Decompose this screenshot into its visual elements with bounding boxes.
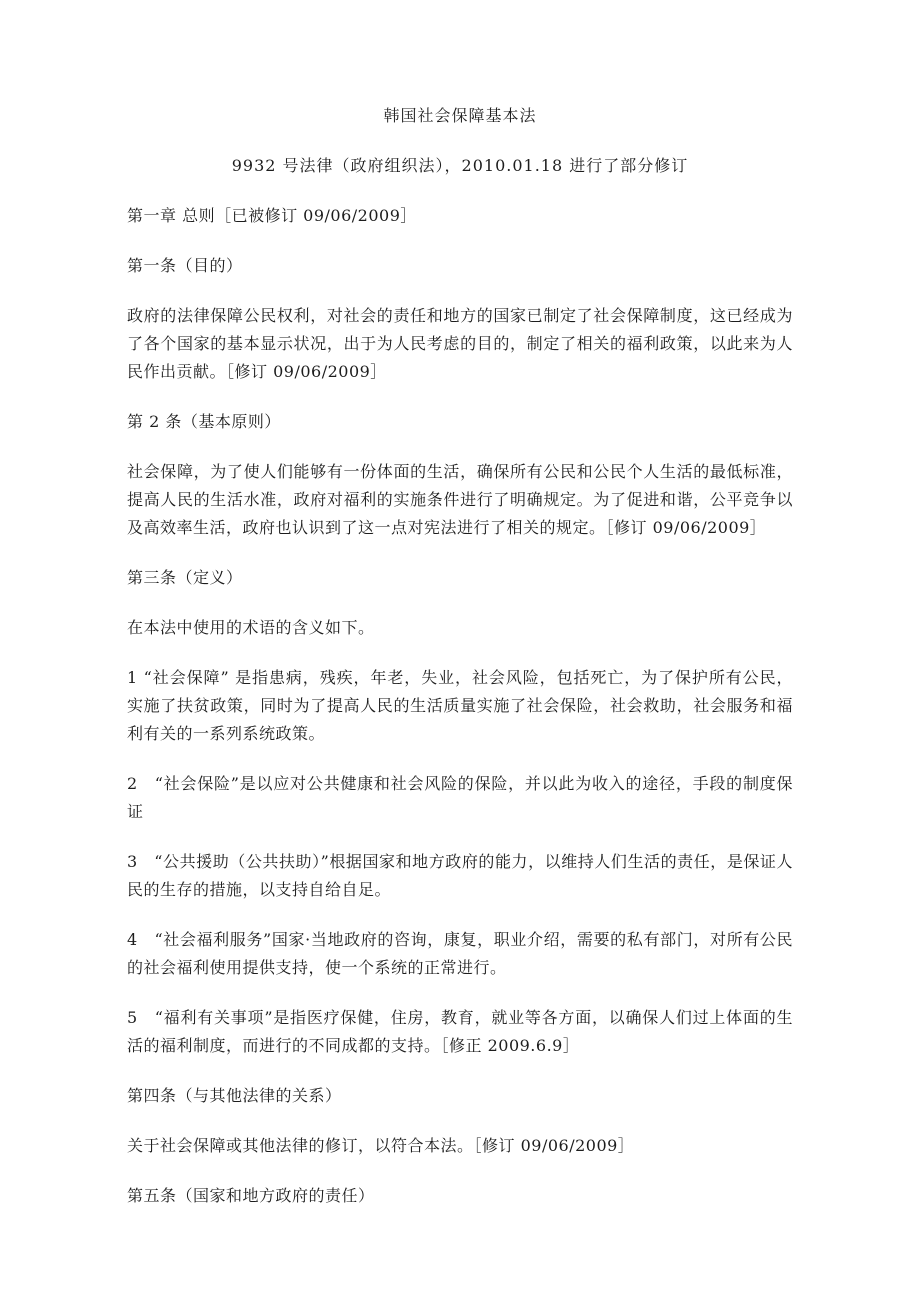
article-3-item-3: 3 “公共援助（公共扶助）”根据国家和地方政府的能力，以维持人们生活的责任，是保证人民的生存的措施，以支持自给自足。 — [127, 852, 793, 899]
article-1-paragraph: 政府的法律保障公民权利，对社会的责任和地方的国家已制定了社会保障制度，这已经成为了各个国家的基本显示状况，出于为人民考虑的目的，制定了相关的福利政策，以此来为人民作出贡献。［修订 09/06/2009］ — [127, 306, 793, 381]
document-body — [127, 102, 793, 1210]
article-5-heading: 第五条（国家和地方政府的责任） — [127, 1186, 375, 1205]
document-subtitle: 9932 号法律（政府组织法），2010.01.18 进行了部分修订 — [231, 156, 689, 175]
article-3-item-4: 4 “社会福利服务”国家·当地政府的咨询，康复，职业介绍，需要的私有部门，对所有公民的社会福利使用提供支持，使一个系统的正常进行。 — [127, 930, 793, 977]
article-3-item-1: 1 “社会保障” 是指患病，残疾，年老，失业，社会风险，包括死亡，为了保护所有公民，实施了扶贫政策，同时为了提高人民的生活质量实施了社会保险，社会救助，社会服务和福利有关的一系列系统政策。 — [127, 668, 793, 743]
article-4-paragraph: 关于社会保障或其他法律的修订，以符合本法。［修订 09/06/2009］ — [127, 1136, 635, 1155]
article-3-item-5: 5 “福利有关事项”是指医疗保健，住房，教育，就业等各方面，以确保人们过上体面的生活的福利制度，而进行的不同成都的支持。［修正 2009.6.9］ — [127, 1008, 793, 1055]
article-3-item-2: 2 “社会保险”是以应对公共健康和社会风险的保险，并以此为收入的途径，手段的制度保证 — [127, 774, 793, 821]
article-3-heading: 第三条（定义） — [127, 568, 243, 587]
article-2-heading: 第 2 条（基本原则） — [127, 412, 281, 431]
article-3-intro-paragraph: 在本法中使用的术语的含义如下。 — [127, 618, 375, 637]
article-1-heading: 第一条（目的） — [127, 256, 243, 275]
document-title: 韩国社会保障基本法 — [383, 106, 537, 125]
chapter-1-heading: 第一章 总则［已被修订 09/06/2009］ — [127, 206, 417, 225]
article-2-paragraph: 社会保障，为了使人们能够有一份体面的生活，确保所有公民和公民个人生活的最低标准，提高人民的生活水准，政府对福利的实施条件进行了明确规定。为了促进和谐，公平竞争以及高效率生活，政府也认识到了这一点对宪法进行了相关的规定。［修订 09/06/2009］ — [127, 462, 793, 537]
article-4-heading: 第四条（与其他法律的关系） — [127, 1086, 342, 1105]
